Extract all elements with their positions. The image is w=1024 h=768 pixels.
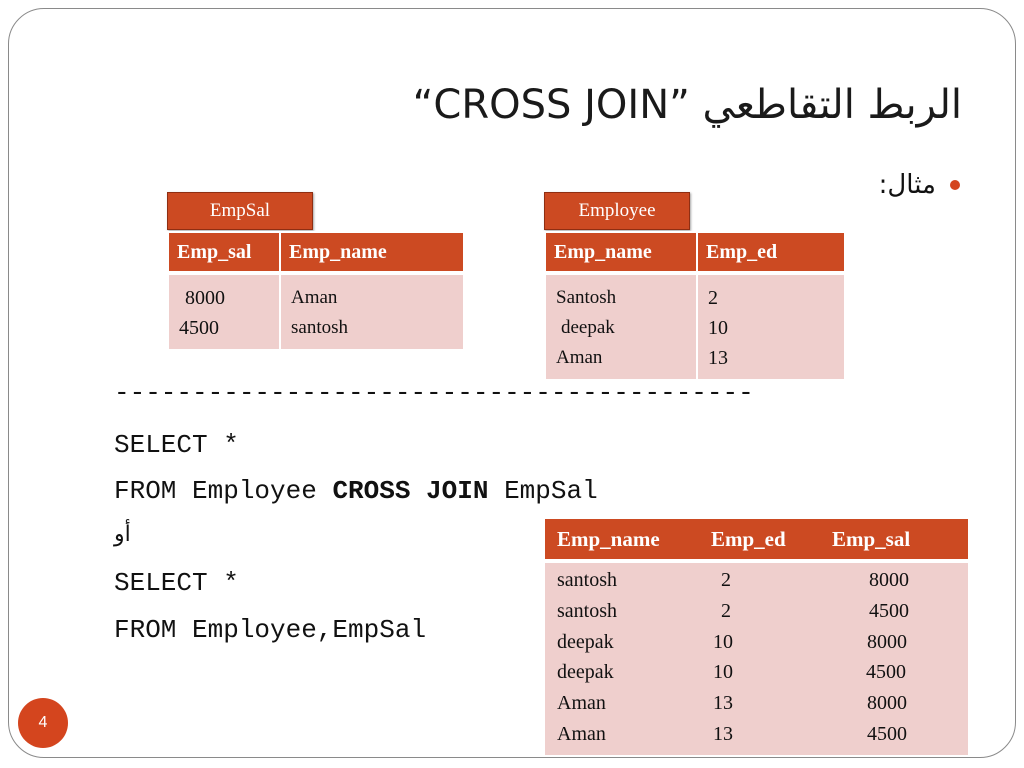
cell-value: 2: [708, 287, 718, 309]
result-body: [545, 563, 968, 755]
table-row: [545, 661, 968, 692]
or-text: أو: [114, 522, 131, 547]
bullet-text: مثال:: [878, 170, 936, 200]
slide-title: الربط التقاطعي ”CROSS JOIN“: [412, 82, 962, 128]
table-cell: [545, 273, 697, 380]
code-line: SELECT *: [114, 430, 239, 460]
table-cell: [168, 273, 280, 350]
employee-table: [544, 231, 846, 381]
bullet-item: [879, 170, 960, 200]
table-cell: santosh: [557, 600, 617, 622]
column-header: Emp_ed: [711, 527, 786, 551]
page-number-badge: 4: [18, 698, 68, 748]
code-line: SELECT *: [114, 568, 239, 598]
table-cell: 13: [713, 723, 733, 745]
table-cell: deepak: [557, 631, 614, 653]
table-row: [545, 600, 968, 631]
table-row: [545, 692, 968, 723]
code-line: FROM Employee,EmpSal: [114, 615, 427, 645]
table-cell: 8000: [867, 692, 907, 714]
employee-tag: Employee: [544, 192, 690, 230]
divider-line: -----------------------------------------: [114, 378, 754, 408]
table-cell: 10: [713, 661, 733, 683]
table-cell: 10: [713, 631, 733, 653]
table-row: [545, 723, 968, 754]
column-header: Emp_name: [280, 232, 464, 273]
table-cell: 13: [713, 692, 733, 714]
table-cell: 4500: [869, 600, 909, 622]
code-keyword: CROSS JOIN: [332, 476, 489, 506]
code-line: [114, 476, 598, 506]
result-table: [545, 519, 968, 755]
code-text: FROM Employee: [114, 476, 333, 506]
table-cell: 2: [721, 600, 731, 622]
cell-value: Aman: [291, 287, 338, 308]
cell-value: 13: [708, 347, 728, 369]
table-cell: santosh: [557, 569, 617, 591]
table-cell: 4500: [867, 723, 907, 745]
empsal-tag: EmpSal: [167, 192, 313, 230]
cell-value: Santosh: [556, 287, 617, 308]
column-header: Emp_name: [557, 527, 660, 551]
cell-value: Aman: [556, 347, 603, 368]
table-row: [545, 569, 968, 600]
table-cell: Aman: [557, 692, 606, 714]
table-cell: 4500: [866, 661, 906, 683]
table-cell: deepak: [557, 661, 614, 683]
result-header-row: [545, 519, 968, 559]
column-header: Emp_sal: [168, 232, 280, 273]
bullet-dot-icon: [950, 180, 960, 190]
cell-value: 10: [708, 317, 728, 339]
table-cell: 2: [721, 569, 731, 591]
cell-value: 8000: [185, 287, 225, 309]
cell-value: 4500: [179, 317, 219, 339]
table-cell: [280, 273, 464, 350]
column-header: Emp_ed: [697, 232, 845, 273]
column-header: Emp_sal: [832, 527, 911, 551]
table-row: [545, 631, 968, 662]
table-cell: Aman: [557, 723, 606, 745]
table-cell: [697, 273, 845, 380]
column-header: Emp_name: [545, 232, 697, 273]
table-cell: 8000: [867, 631, 907, 653]
cell-value: deepak: [561, 317, 615, 338]
cell-value: santosh: [291, 317, 348, 338]
code-text: EmpSal: [488, 476, 598, 506]
table-cell: 8000: [869, 569, 909, 591]
empsal-table: [167, 231, 465, 351]
